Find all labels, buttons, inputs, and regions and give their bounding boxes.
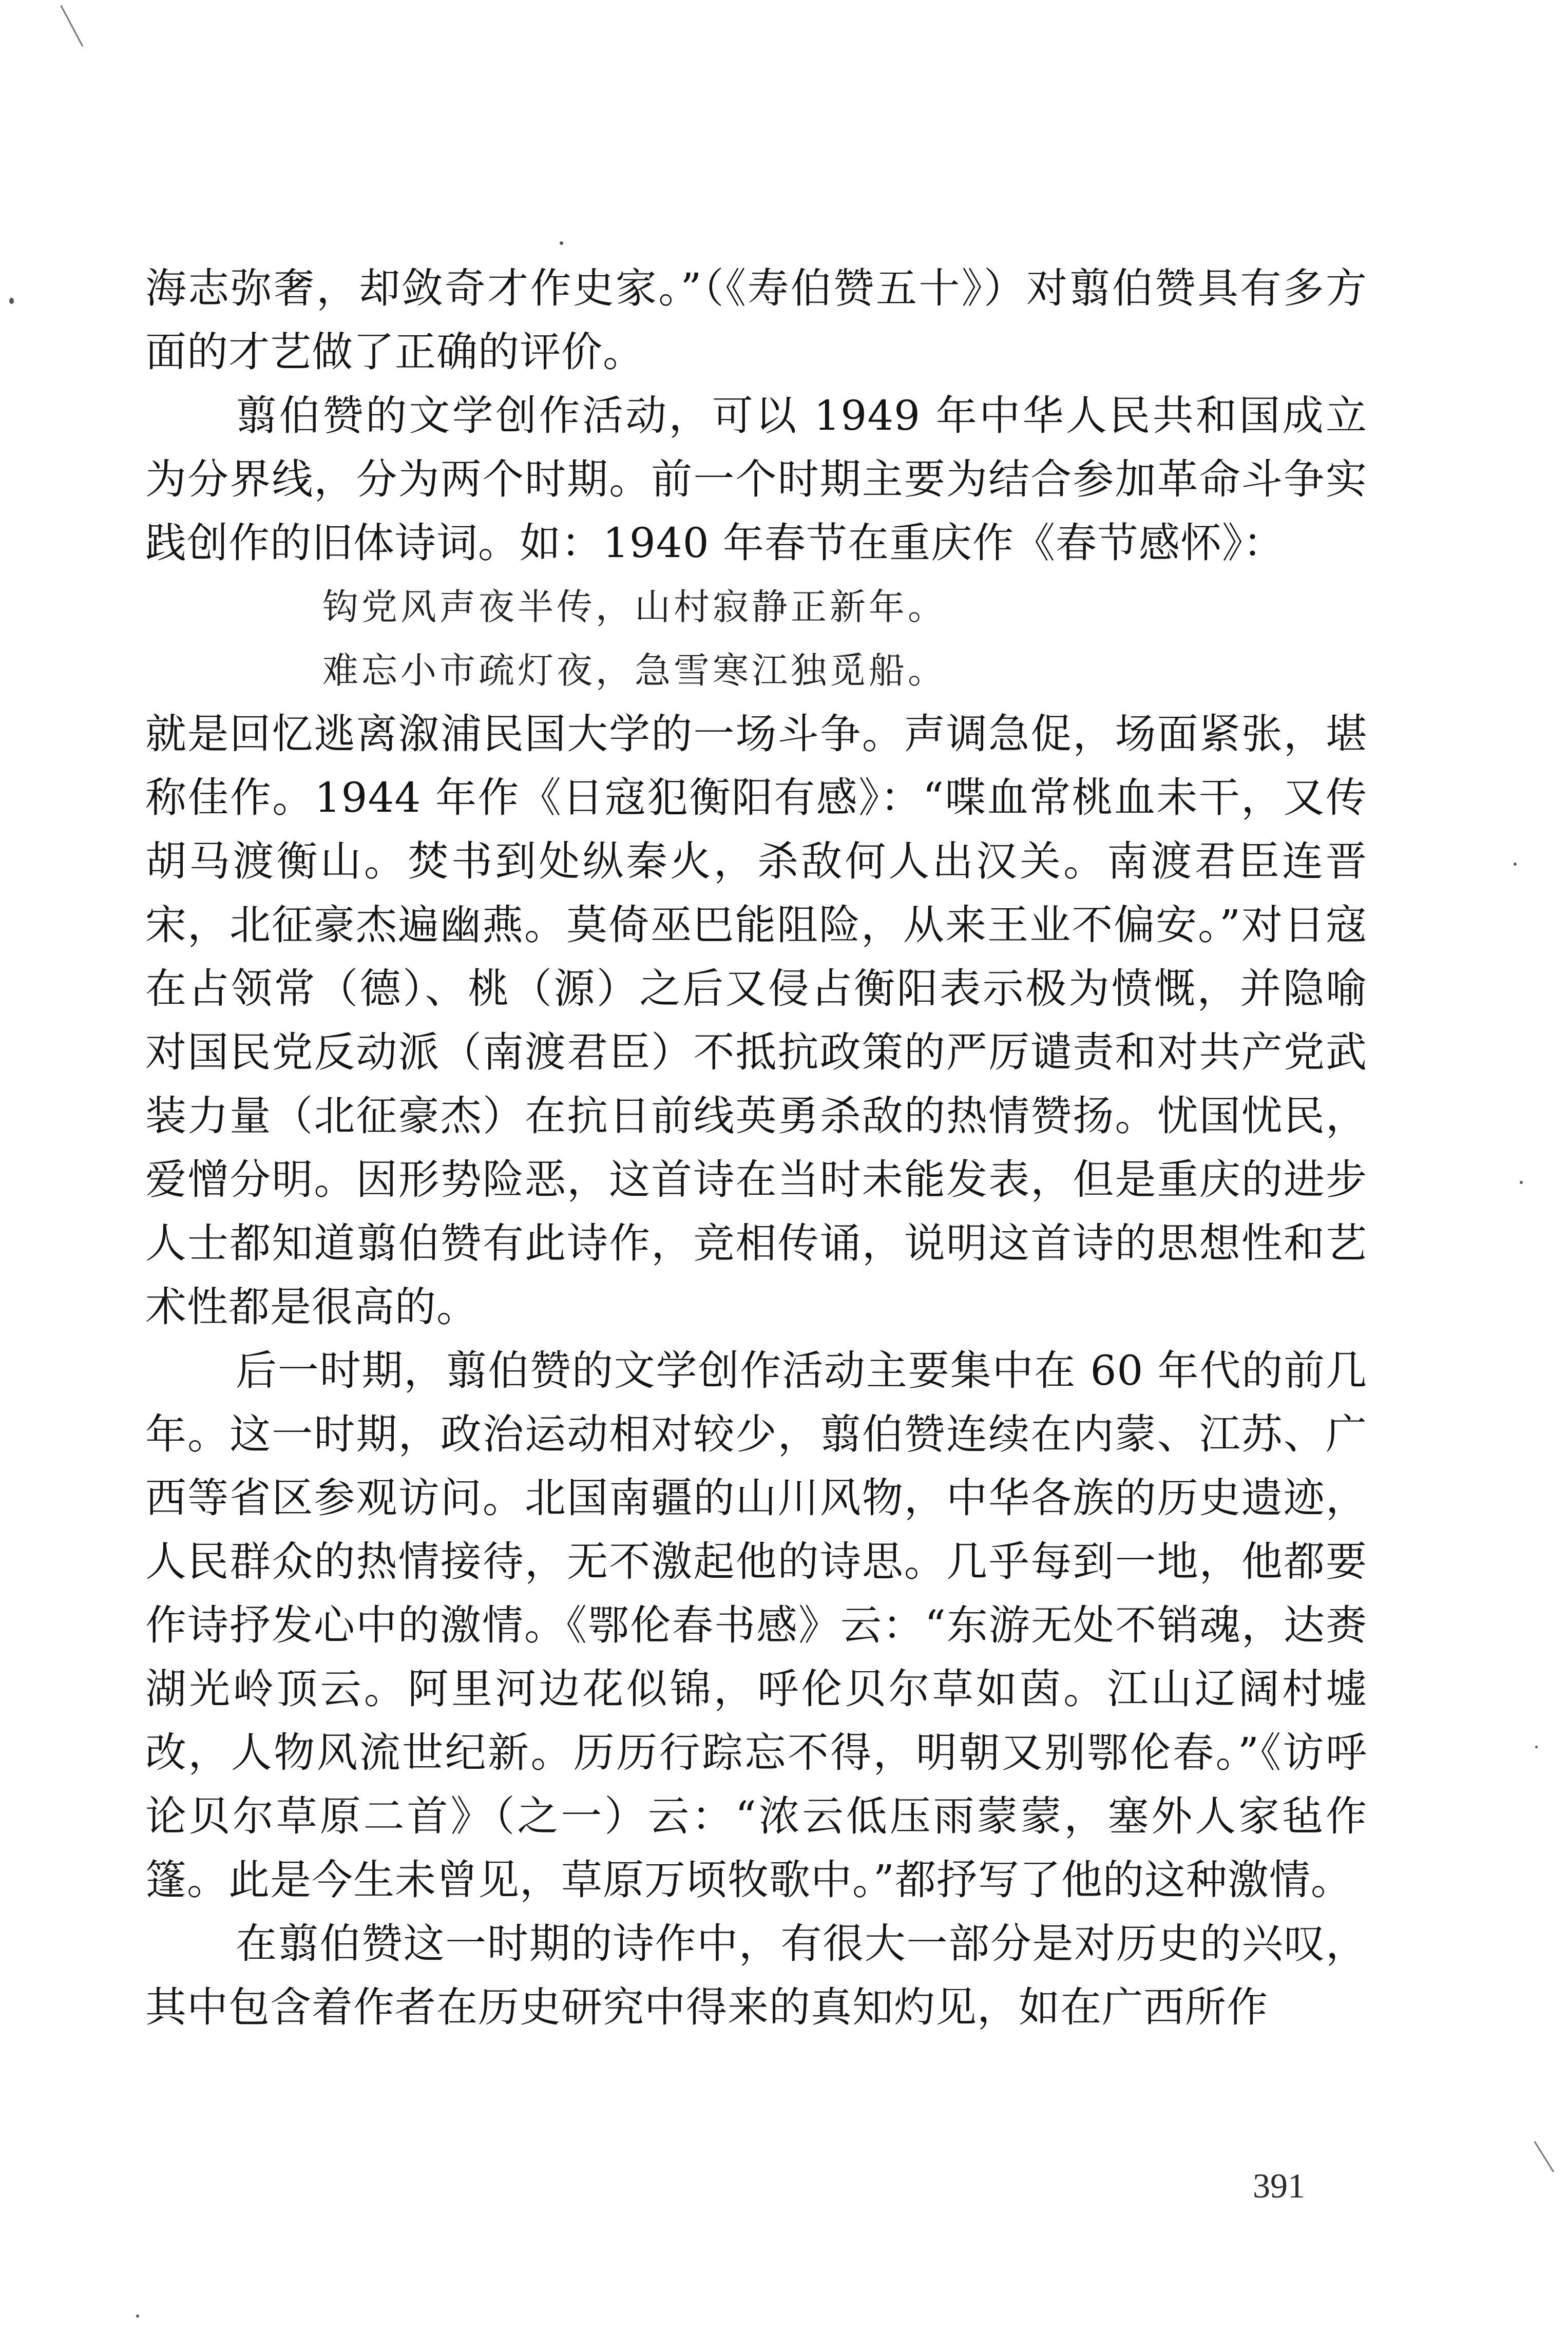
paragraph-later-period: 后一时期，翦伯赞的文学创作活动主要集中在 60 年代的前几年。这一时期，政治运动相对较少，翦伯赞连续在内蒙、江苏、广西等省区参观访问。北国南疆的山川风物，中华各族的历史遗迹，人民群众的热情接待，无不激起他的诗思。几乎每到一地，他都要作诗抒发心中的激情。《鄂伦春书感》云：“东游无处不销魂，达赉湖光岭顶云。阿里河边花似锦，呼伦贝尔草如茵。江山辽阔村墟改，人物风流世纪新。历历行踪忘不得，明朝又别鄂伦春。”《访呼论贝尔草原二首》（之一）云：“浓云低压雨蒙蒙，塞外人家毡作篷。此是今生未曾见，草原万顷牧歌中。”都抒写了他的这种激情。 — [145, 1347, 1367, 1904]
scan-mark-bottom-right — [1534, 2141, 1554, 2172]
paragraph-literary-periods: 翦伯赞的文学创作活动，可以 1949 年中华人民共和国成立为分界线，分为两个时期。前一个时期主要为结合参加革命斗争实践创作的旧体诗词。如：1940 年春节在重庆作《春节感怀》： — [145, 392, 1367, 567]
scan-speck — [1514, 863, 1517, 866]
scan-mark-top-left — [60, 5, 83, 47]
scan-speck — [1520, 1181, 1523, 1184]
scan-speck — [9, 298, 14, 304]
scan-speck — [560, 241, 563, 245]
paragraph-hengyang-poem: 就是回忆逃离溆浦民国大学的一场斗争。声调急促，场面紧张，堪称佳作。1944 年作《日寇犯衡阳有感》：“喋血常桃血未干，又传胡马渡衡山。焚书到处纵秦火，杀敌何人出汉关。南渡君臣连晋宋，北征豪杰遍幽燕。莫倚巫巴能阻险，从来王业不偏安。”对日寇在占领常（德）、桃（源）之后又侵占衡阳表示极为愤慨，并隐喻对国民党反动派（南渡君臣）不抵抗政策的严厉谴责和对共产党武装力量（北征豪杰）在抗日前线英勇杀敌的热情赞扬。忧国忧民，爱憎分明。因形势险恶，这首诗在当时未能发表，但是重庆的进步人士都知道翦伯赞有此诗作，竞相传诵，说明这首诗的思想性和艺术性都是很高的。 — [145, 710, 1367, 1331]
body-text — [145, 257, 1367, 2039]
verse-line-1: 钩党风声夜半传，山村寂静正新年。 — [322, 586, 947, 628]
page-number: 391 — [1253, 2166, 1305, 2205]
verse-line-2: 难忘小市疏灯夜，急雪寒江独觅船。 — [322, 649, 947, 692]
scan-speck — [136, 2315, 139, 2318]
paragraph-history-poems: 在翦伯赞这一时期的诗作中，有很大一部分是对历史的兴叹，其中包含着作者在历史研究中得来的真知灼见，如在广西所作 — [145, 1920, 1367, 2031]
paragraph-continuation: 海志弥奢，却敛奇才作史家。”（《寿伯赞五十》）对翦伯赞具有多方面的才艺做了正确的评价。 — [145, 264, 1367, 376]
scan-speck — [1535, 1746, 1538, 1748]
